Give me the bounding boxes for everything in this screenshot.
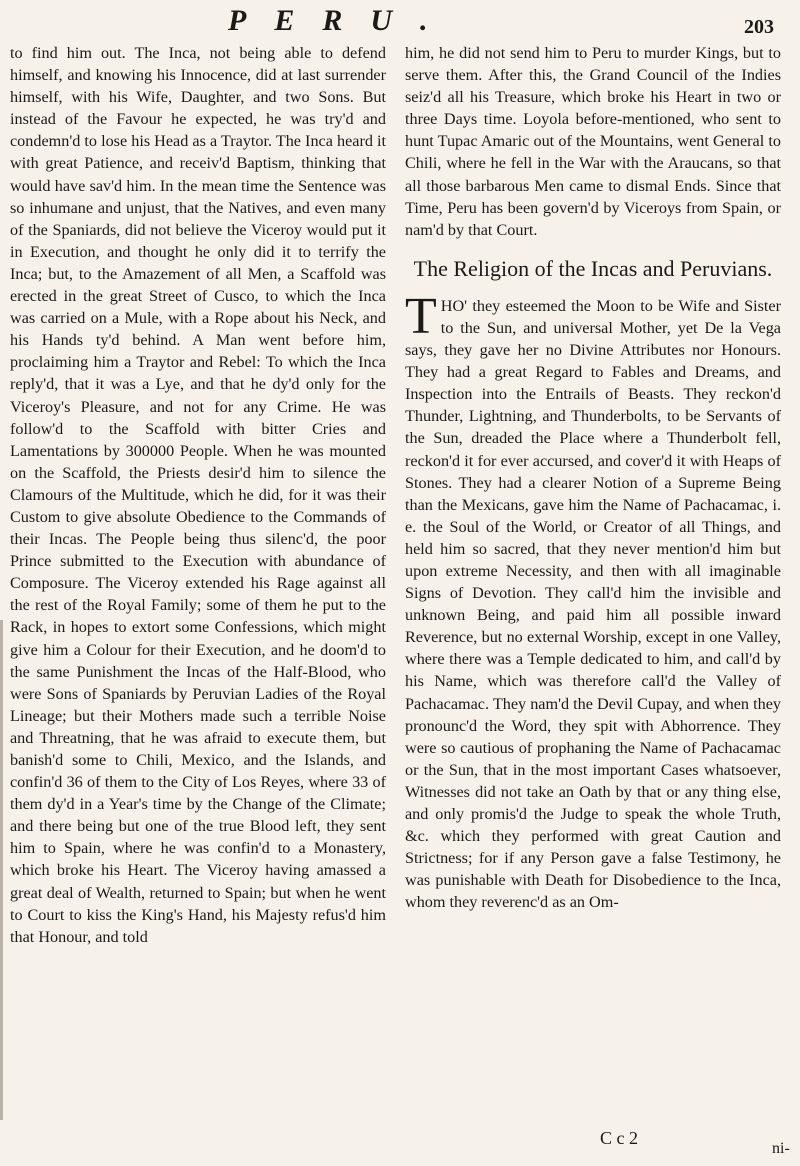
right-paragraph-1: him, he did not send him to Peru to murder Kings, but to serve them. After this, the Grand Council of the Indies seiz'd all his Treasure, which broke his Heart in two or three Days time. Loyola before-mentioned, who sent to hunt Tupac Amaric out of the Mountains, went General to Chili, where he fell in the War with the Araucans, so that all those barbarous Men came to dismal Ends. Since that Time, Peru has been govern'd by Viceroys from Spain, or nam'd by that Court. xyxy=(405,44,781,239)
running-title: PERU. xyxy=(228,4,456,37)
drop-cap: T xyxy=(405,287,437,345)
catchword: ni- xyxy=(772,1140,790,1157)
binding-edge xyxy=(0,620,3,1120)
page-number: 203 xyxy=(744,16,774,38)
right-paragraph-2-text: HO' they esteemed the Moon to be Wife and Sister to the Sun, and universal Mother, yet De la Vega says, they gave her no Divine Attributes nor Honours. They had a great Regard to Fables and Dreams, and Inspection into the Entrails of Beasts. They reckon'd Thunder, Lightning, and Thunderbolts, to be Servants of the Sun, dreaded the Place where a Thunderbolt fell, reckon'd it for ever accursed, and cover'd it with Heaps of Stones. They had a clearer Notion of a Supreme Being than the Mexicans, gave him the Name of Pachacamac, i. e. the Soul of the World, or Creator of all Things, and held him so sacred, that they never mention'd him but upon extreme Necessity, and then with all imaginable Signs of Devotion. They call'd him the invisible and unknown Being, and paid him all possible inward Reverence, but no external Worship, except in one Valley, where there was a Temple dedicated to him, and call'd by his Name, which was therefore call'd the Valley of Pachacamac. They nam'd the Devil Cupay, and when they pronounc'd the Word, they spit with Abhorrence. They were so cautious of prophaning the Name of Pachacamac or the Sun, that in the most important Cases whatsoever, Witnesses did not take an Oath by that or any thing else, and only promis'd the Judge to speak the whole Truth, &c. which they performed with great Caution and Strictness; for if any Person gave a false Testimony, he was punishable with Death for Disobedience to the Inca, whom they reverenc'd as an Om- xyxy=(405,296,781,912)
signature-mark: C c 2 xyxy=(600,1128,638,1148)
right-paragraph-2 xyxy=(405,287,781,914)
section-heading: The Religion of the Incas and Peruvians. xyxy=(413,255,773,281)
left-column-text: to find him out. The Inca, not being able to defend himself, and knowing his Innocence, did at last surrender himself, with his Wife, Daughter, and two Sons. But instead of the Favour he expected, he was try'd and condemn'd to lose his Head as a Traytor. The Inca heard it with great Patience, and receiv'd Baptism, thinking that would have sav'd him. In the mean time the Sentence was so inhumane and unjust, that the Natives, and even many of the Spaniards, did not believe the Viceroy would put it in Execution, and thought he only did it to terrify the Inca; but, to the Amazement of all Men, a Scaffold was erected in the great Street of Cusco, to which the Inca was carried on a Mule, with a Rope about his Neck, and his Hands ty'd behind. A Man went before him, proclaiming him a Traytor and Rebel: To which the Inca reply'd, that it was a Lye, and that he dy'd only for the Viceroy's Pleasure, and not for any Crime. He was follow'd to the Scaffold with bitter Cries and Lamentations by 300000 People. When he was mounted on the Scaffold, the Priests desir'd him to silence the Clamours of the Multitude, which he did, for it was their Custom to give absolute Obedience to the Commands of their Incas. The People being thus silenc'd, the poor Prince submitted to the Execution with abundance of Composure. The Viceroy extended his Rage against all the rest of the Royal Family; some of them he put to the Rack, in hopes to extort some Confessions, which might give him a Colour for their Execution, and he doom'd to the same Punishment the Incas of the Half-Blood, who were Sons of Spaniards by Peruvian Ladies of the Royal Lineage; but their Mothers made such a terrible Noise and Threatning, that he was afraid to execute them, but banish'd some to Chili, Mexico, and the Islands, and confin'd 36 of them to the City of Los Reyes, where 33 of them dy'd in a Year's time by the Change of the Climate; and there being but one of the true Blood left, they sent him to Spain, where he was confin'd to a Monastery, which broke his Heart. The Viceroy having amassed a great deal of Wealth, returned to Spain; but when he went to Court to kiss the King's Hand, his Majesty refus'd him that Honour, and told xyxy=(10,44,386,946)
left-column xyxy=(10,42,386,948)
right-column xyxy=(405,42,781,913)
